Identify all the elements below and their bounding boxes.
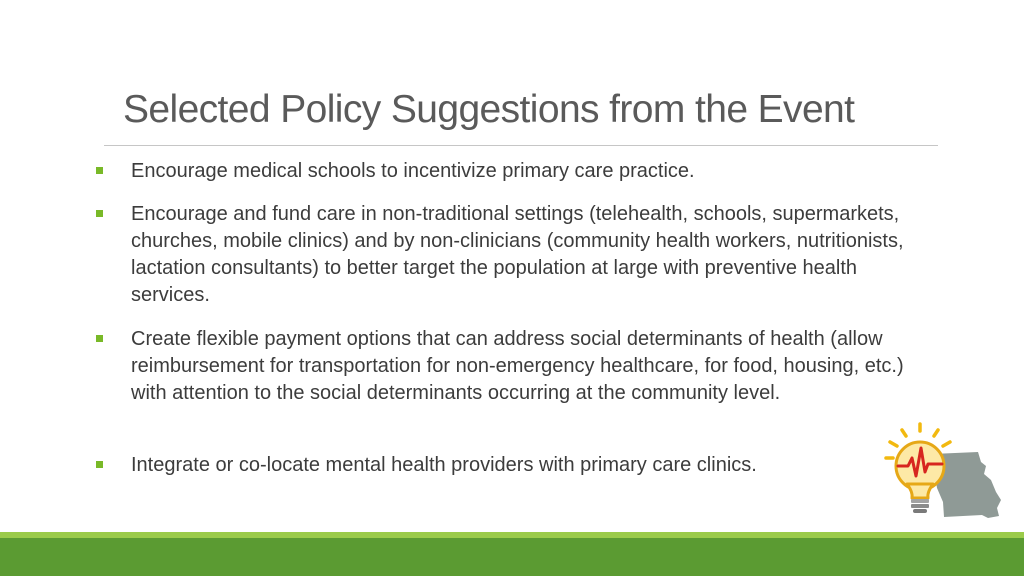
square-bullet-icon xyxy=(96,210,103,217)
bullet-text: Create flexible payment options that can address social determinants of health (allow reimbursement for transportation for non-emergency healthcare, for food, housing, etc.) with attention to the social determinants occurring at the community level. xyxy=(131,328,904,404)
bullet-item xyxy=(131,326,931,407)
slide-title: Selected Policy Suggestions from the Event xyxy=(123,88,855,131)
square-bullet-icon xyxy=(96,461,103,468)
bullet-item xyxy=(131,158,931,185)
square-bullet-icon xyxy=(96,335,103,342)
bullet-text: Integrate or co-locate mental health providers with primary care clinics. xyxy=(131,454,757,476)
bullet-text: Encourage and fund care in non-traditional settings (telehealth, schools, supermarkets, churches, mobile clinics) and by non-clinicians (community health workers, nutritionists, lactation consultants) to better target the population at large with preventive health services. xyxy=(131,203,904,306)
bullet-item xyxy=(131,201,931,309)
bullet-text: Encourage medical schools to incentivize primary care practice. xyxy=(131,160,695,182)
bullet-item xyxy=(131,452,931,479)
lightbulb-heartbeat-missouri-logo-icon xyxy=(880,418,1008,526)
square-bullet-icon xyxy=(96,167,103,174)
title-divider xyxy=(104,145,938,146)
footer-bar-dark xyxy=(0,538,1024,576)
